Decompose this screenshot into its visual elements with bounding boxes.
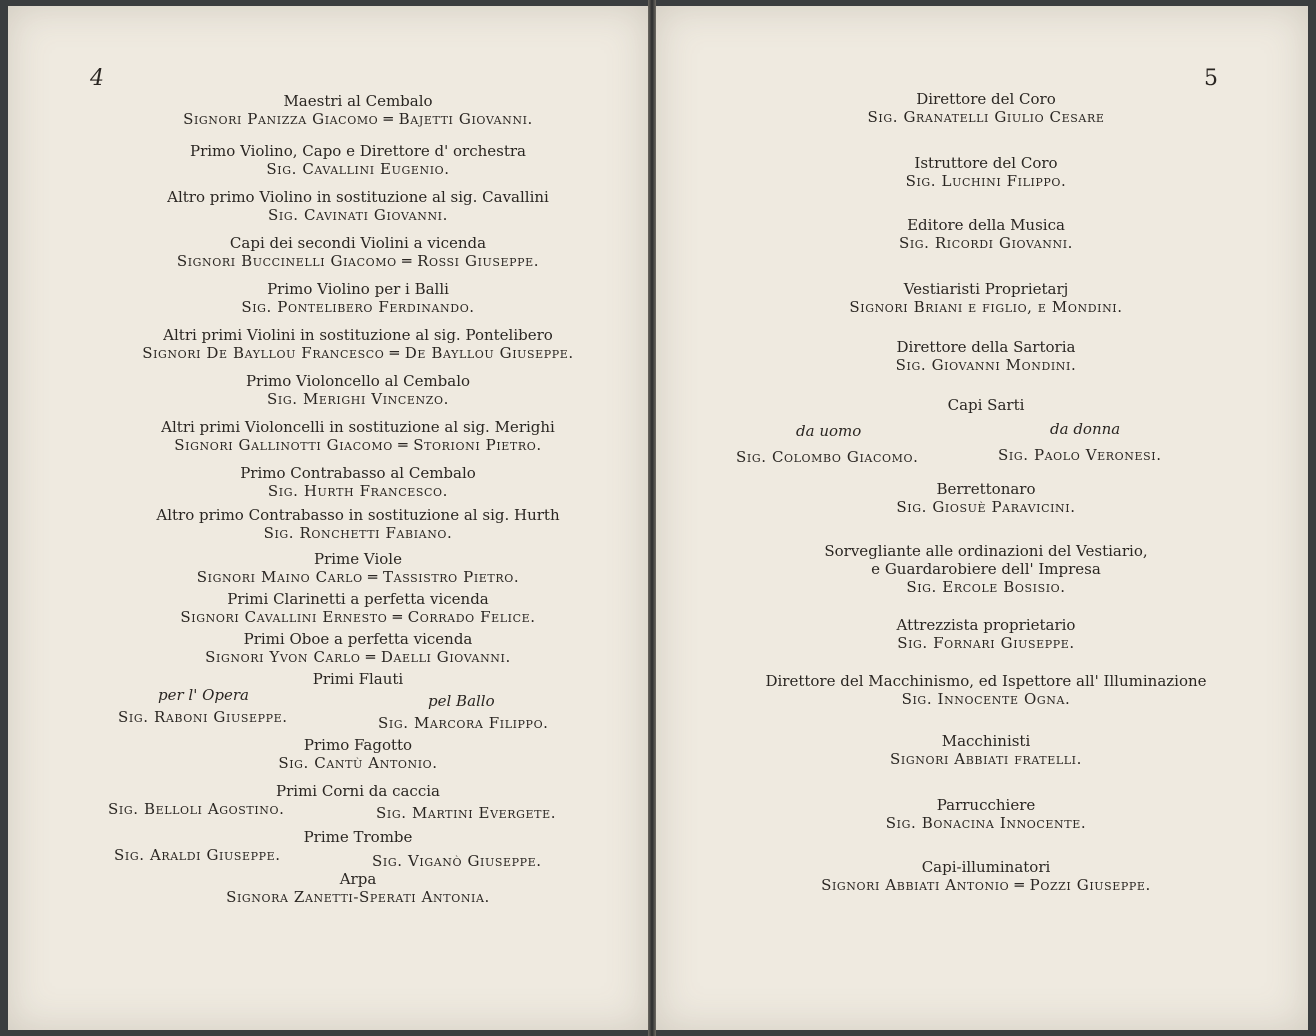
entry (108, 590, 608, 627)
entry (78, 326, 638, 363)
entry (108, 464, 608, 501)
role-label: Direttore del Coro (916, 90, 1056, 108)
entry (696, 796, 1276, 833)
entry (696, 216, 1276, 253)
person-name: Sig. Cavinati Giovanni. (268, 206, 448, 224)
person-name: Signori Panizza Giacomo ═ Bajetti Giovanni. (183, 110, 533, 128)
person-name: Sig. Martini Evergete. (376, 804, 557, 822)
role-label: Capi Sarti (947, 396, 1025, 414)
role-label: Primo Violoncello al Cembalo (245, 372, 471, 390)
entry (108, 418, 608, 455)
entry (108, 630, 608, 667)
person-name: Sig. Hurth Francesco. (267, 482, 449, 500)
person-name: Sig. Araldi Giuseppe. (114, 846, 281, 864)
person-name: Sig. Pontelibero Ferdinando. (241, 298, 475, 316)
role-label: Sorvegliante alle ordinazioni del Vestiario, (824, 542, 1148, 560)
entry (108, 92, 608, 129)
sub-heading-uomo: da uomo (796, 422, 862, 440)
person-name: Signori Cavallini Ernesto ═ Corrado Felice. (180, 608, 536, 626)
person-name: Sig. Marcora Filippo. (378, 714, 549, 732)
person-name: Signori Abbiati fratelli. (890, 750, 1082, 768)
page-number-right: 5 (1204, 66, 1218, 91)
person-name: Sig. Raboni Giuseppe. (118, 708, 288, 726)
person-name: Sig. Bonacina Innocente. (885, 814, 1087, 832)
role-label: Direttore del Macchinismo, ed Ispettore all' Illuminazione (765, 672, 1207, 690)
entry (108, 870, 608, 907)
person-name: Sig. Ricordi Giovanni. (898, 234, 1074, 252)
page-number-left: 4 (90, 66, 104, 91)
entry (108, 736, 608, 773)
person-name: Signori Buccinelli Giacomo ═ Rossi Giuseppe. (176, 252, 540, 270)
person-name: Signora Zanetti-Sperati Antonia. (226, 888, 490, 906)
role-label: Primo Fagotto (303, 736, 413, 754)
sarti-heading (696, 396, 1276, 414)
person-name: Sig. Paolo Veronesi. (998, 446, 1162, 464)
role-label-continued: e Guardarobiere dell' Impresa (871, 560, 1101, 578)
entry (108, 372, 608, 409)
role-label: Parrucchiere (936, 796, 1036, 814)
person-name: Signori Yvon Carlo ═ Daelli Giovanni. (205, 648, 511, 666)
person-name: Sig. Granatelli Giulio Cesare (867, 108, 1105, 126)
role-label: Vestiaristi Proprietarj (903, 280, 1069, 298)
person-name: Sig. Ercole Bosisio. (906, 578, 1066, 596)
role-label: Altri primi Violini in sostituzione al sig. Pontelibero (163, 326, 553, 344)
entry (108, 142, 608, 179)
right-page (656, 6, 1308, 1030)
person-name: Signori Abbiati Antonio ═ Pozzi Giuseppe. (821, 876, 1151, 894)
sub-heading-opera: per l' Opera (158, 686, 249, 704)
person-name: Sig. Cavallini Eugenio. (266, 160, 450, 178)
role-label: Primi Corni da caccia (276, 782, 440, 800)
entry (696, 280, 1276, 317)
person-name: Sig. Ronchetti Fabiano. (263, 524, 453, 542)
person-name: Signori De Bayllou Francesco ═ De Bayllou Giuseppe. (142, 344, 574, 362)
entry (696, 90, 1276, 127)
role-label: Prime Viole (313, 550, 402, 568)
entry (696, 542, 1276, 597)
person-name: Signori Briani e figlio, e Mondini. (849, 298, 1123, 316)
role-label: Capi dei secondi Violini a vicenda (229, 234, 487, 252)
role-label: Istruttore del Coro (914, 154, 1058, 172)
entry (108, 550, 608, 587)
person-name: Sig. Innocente Ogna. (901, 690, 1071, 708)
person-name: Sig. Luchini Filippo. (905, 172, 1067, 190)
person-name: Sig. Viganò Giuseppe. (372, 852, 542, 870)
role-label: Altri primi Violoncelli in sostituzione al sig. Merighi (161, 418, 555, 436)
entry (108, 188, 608, 225)
book-gutter (648, 0, 656, 1036)
person-name: Signori Maino Carlo ═ Tassistro Pietro. (196, 568, 520, 586)
role-label: Arpa (339, 870, 377, 888)
entry (696, 154, 1276, 191)
entry (656, 672, 1316, 709)
entry (696, 732, 1276, 769)
person-name: Sig. Merighi Vincenzo. (267, 390, 449, 408)
role-label: Attrezzista proprietario (896, 616, 1076, 634)
role-label: Primo Violino per i Balli (267, 280, 449, 298)
role-label: Primi Oboe a perfetta vicenda (243, 630, 473, 648)
role-label: Macchinisti (941, 732, 1031, 750)
entry (696, 480, 1276, 517)
entry (108, 506, 608, 543)
person-name: Sig. Giosuè Paravicini. (896, 498, 1076, 516)
role-label: Capi-illuminatori (921, 858, 1051, 876)
role-label: Primi Flauti (312, 670, 404, 688)
role-label: Prime Trombe (303, 828, 413, 846)
person-name: Sig. Cantù Antonio. (278, 754, 438, 772)
person-name: Signori Gallinotti Giacomo ═ Storioni Pietro. (174, 436, 542, 454)
trombe-heading (108, 828, 608, 846)
corni-heading (108, 782, 608, 800)
left-page (8, 6, 648, 1030)
person-name: Sig. Belloli Agostino. (108, 800, 285, 818)
role-label: Altro primo Contrabasso in sostituzione al sig. Hurth (156, 506, 560, 524)
sub-heading-donna: da donna (1050, 420, 1121, 438)
role-label: Primo Contrabasso al Cembalo (240, 464, 476, 482)
entry (108, 280, 608, 317)
person-name: Sig. Giovanni Mondini. (895, 356, 1077, 374)
role-label: Editore della Musica (907, 216, 1065, 234)
role-label: Primi Clarinetti a perfetta vicenda (227, 590, 489, 608)
entry (696, 858, 1276, 895)
role-label: Altro primo Violino in sostituzione al sig. Cavallini (167, 188, 549, 206)
role-label: Primo Violino, Capo e Direttore d' orchestra (189, 142, 526, 160)
person-name: Sig. Colombo Giacomo. (736, 448, 919, 466)
role-label: Maestri al Cembalo (283, 92, 433, 110)
entry (696, 338, 1276, 375)
role-label: Berrettonaro (936, 480, 1036, 498)
person-name: Sig. Fornari Giuseppe. (897, 634, 1075, 652)
sub-heading-ballo: pel Ballo (428, 692, 495, 710)
role-label: Direttore della Sartoria (896, 338, 1076, 356)
entry (108, 234, 608, 271)
entry (696, 616, 1276, 653)
